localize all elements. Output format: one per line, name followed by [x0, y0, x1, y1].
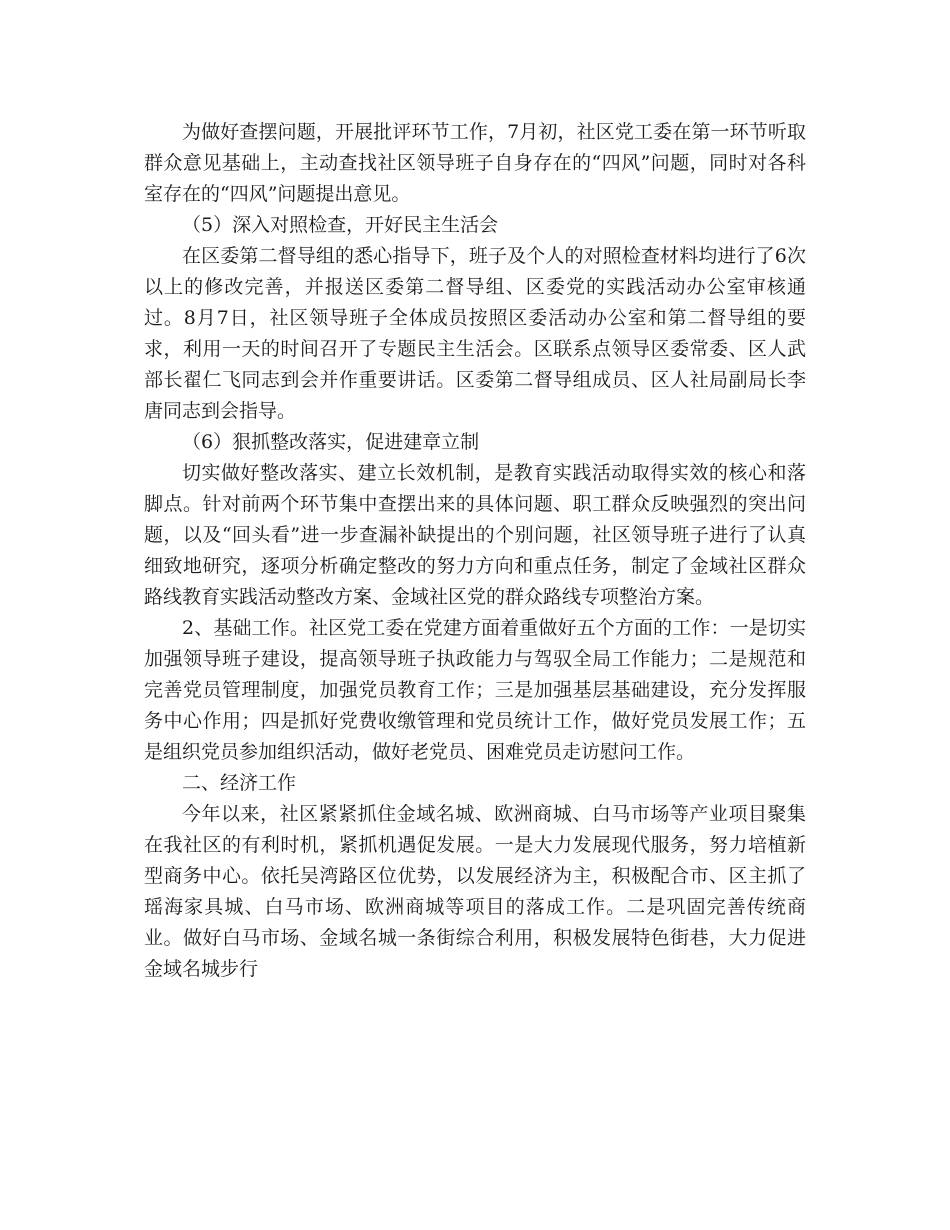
paragraph-basic-work: 2、基础工作。社区党工委在党建方面着重做好五个方面的工作：一是切实加强领导班子建设，提高领导班子执政能力与驾驭全局工作能力；二是规范和完善党员管理制度，加强党员教育工作；三是加强基层基础建设，充分发挥服务中心作用；四是抓好党费收缴管理和党员统计工作，做好党员发展工作；五是组织党员参加组织活动，做好老党员、困难党员走访慰问工作。 [144, 617, 806, 763]
document-body [144, 117, 806, 985]
paragraph-criticism: 为做好查摆问题，开展批评环节工作，7月初，社区党工委在第一环节听取群众意见基础上，主动查找社区领导班子自身存在的“四风”问题，同时对各科室存在的“四风”问题提出意见。 [144, 121, 806, 205]
paragraph-rectification: 切实做好整改落实、建立长效机制，是教育实践活动取得实效的核心和落脚点。针对前两个环节集中查摆出来的具体问题、职工群众反映强烈的突出问题，以及“回头看”进一步查漏补缺提出的个别问题，社区领导班子进行了认真细致地研究，逐项分析确定整改的努力方向和重点任务，制定了金域社区群众路线教育实践活动整改方案、金域社区党的群众路线专项整治方案。 [144, 462, 806, 608]
paragraph-economy: 今年以来，社区紧紧抓住金域名城、欧洲商城、白马市场等产业项目聚集在我社区的有利时机，紧抓机遇促发展。一是大力发展现代服务，努力培植新型商务中心。依托吴湾路区位优势，以发展经济为主，积极配合市、区主抓了瑶海家具城、白马市场、欧洲商城等项目的落成工作。二是巩固完善传统商业。做好白马市场、金域名城一条街综合利用，积极发展特色街巷，大力促进金域名城步行 [144, 803, 806, 980]
section-heading-6: （6）狠抓整改落实，促进建章立制 [182, 431, 480, 453]
section-heading-5: （5）深入对照检查，开好民主生活会 [182, 214, 499, 236]
section-heading-economy: 二、经济工作 [182, 772, 297, 794]
paragraph-review: 在区委第二督导组的悉心指导下，班子及个人的对照检查材料均进行了6次以上的修改完善，并报送区委第二督导组、区委党的实践活动办公室审核通过。8月7日，社区领导班子全体成员按照区委活动办公室和第二督导组的要求，利用一天的时间召开了专题民主生活会。区联系点领导区委常委、区人武部长翟仁飞同志到会并作重要讲话。区委第二督导组成员、区人社局副局长李唐同志到会指导。 [144, 245, 806, 422]
